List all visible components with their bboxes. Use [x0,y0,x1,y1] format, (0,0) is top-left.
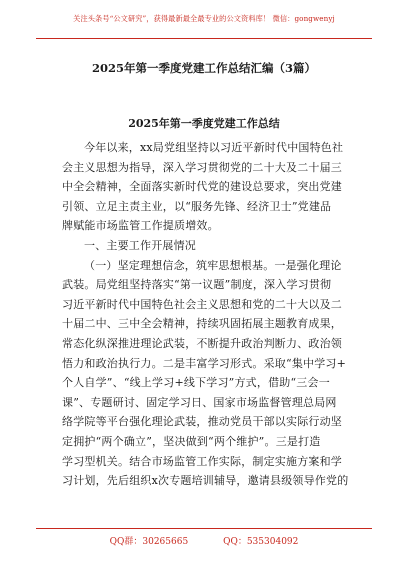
body-line: 个人自学”、“线上学习+线下学习”方式，借助“三会一 [62,376,330,390]
body-line: 会主义思想为指导，深入学习贯彻党的二十大及二十届三 [62,160,342,174]
header-promo-note: 关注头条号“公文研究”，获得最新最全最专业的公文资料库！ 微信：gongwenyj [73,14,335,23]
body-line: 常态化纵深推进理论武装，不断提升政治判断力、政治领 [62,336,342,350]
document-body [62,138,352,491]
qq-group-number: QQ群：30265665 [109,537,189,547]
body-line: 习近平新时代中国特色社会主义思想和党的二十大以及二 [62,297,342,311]
body-line: 课”、专题研讨、固定学习日、国家市场监督管理总局网 [62,395,337,409]
body-line: 习计划，先后组织x次专题培训辅导，邀请县级领导作党的 [62,474,349,488]
qq-number: QQ：535304092 [223,537,299,547]
body-line: 十届二中、三中全会精神，持续巩固拓展主题教育成果， [62,317,342,331]
body-line: 武装。局党组坚持落实“第一议题”制度，深入学习贯彻 [62,278,332,292]
body-line: 学习型机关。结合市场监管工作实际，制定实施方案和学 [62,454,342,468]
body-line: 牌赋能市场监管工作提质增效。 [62,219,219,233]
header-divider [36,38,372,39]
footer-contacts [0,534,408,547]
section-title: 2025年第一季度党建工作总结 [128,117,280,130]
section-heading: 一、主要工作开展情况 [84,238,196,252]
body-line: 引领、立足主责主业，以“服务先锋、经济卫士”党建品 [62,199,332,213]
footer-divider [36,528,372,529]
body-line: 今年以来，xx局党组坚持以习近平新时代中国特色社 [84,141,344,154]
body-line: （一）坚定理想信念，筑牢思想根基。一是强化理论 [84,258,342,272]
body-line: 悟力和政治执行力。二是丰富学习形式。采取“集中学习+ [62,356,347,370]
document-title: 2025年第一季度党建工作总结汇编（3篇） [91,61,316,75]
body-line: 定拥护“两个确立”，坚决做到“两个维护”。三是打造 [62,434,321,448]
body-line: 中全会精神，全面落实新时代党的建设总要求，突出党建 [62,180,342,194]
body-line: 络学院等平台强化理论武装，推动党员干部以实际行动坚 [62,415,342,429]
